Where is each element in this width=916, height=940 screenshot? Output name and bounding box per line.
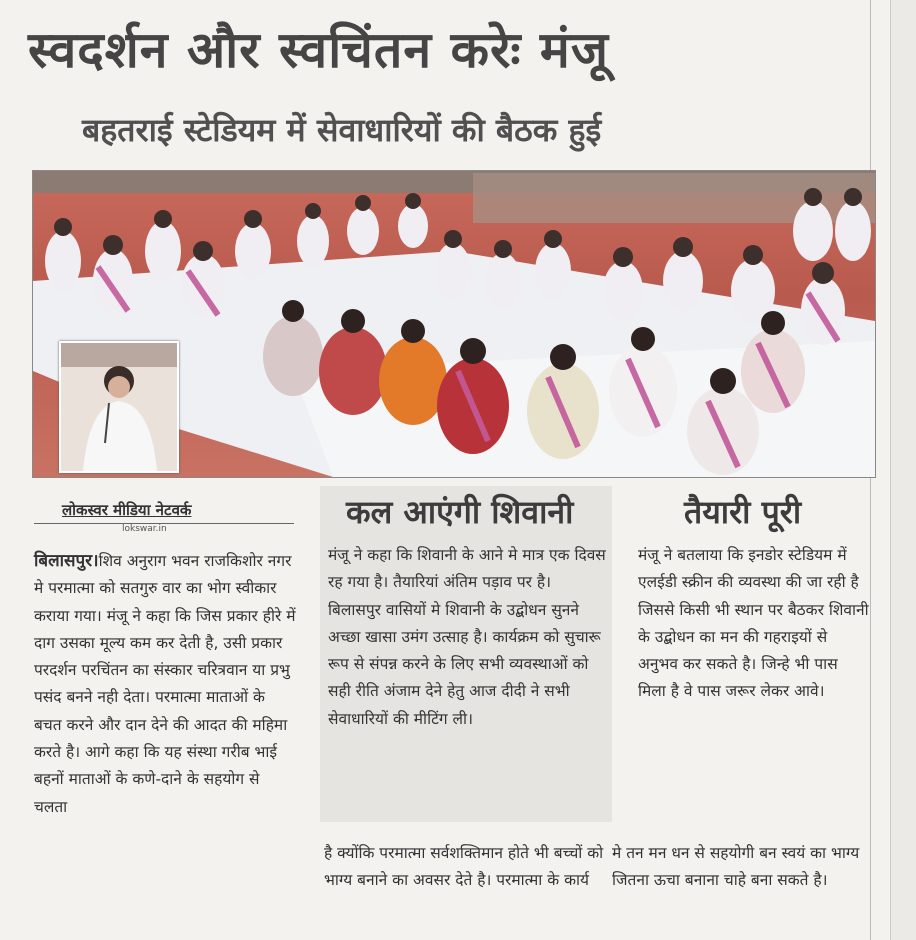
article-column-2: है क्योंकि परमात्मा सर्वशक्तिमान होते भी बच्चों को भाग्य बनाने का अवसर देते है। परमात्मा के कार्य — [324, 844, 604, 890]
byline: लोकस्वर मीडिया नेटवर्क — [62, 501, 192, 519]
adjacent-column-edge — [890, 0, 916, 940]
article-column-3: मे तन मन धन से सहयोगी बन स्वयं का भाग्य जितना ऊचा बनाना चाहे बना सकते है। — [612, 844, 860, 890]
speaker-inset-photo — [59, 341, 179, 473]
box-text-shivani: मंजू ने कहा कि शिवानी के आने मे मात्र एक दिवस रह गया है। तैयारियां अंतिम पड़ाव पर है। बिलासपुर वासियों मे शिवानी के उद्बोधन सुनने अच्छा खासा उमंग उत्साह है। कार्यक्रम को सुचारू रूप से संपन्न करने के लिए सभी व्यवस्थाओं को सही रीति अंजाम देने हेतु आज दीदी ने सभी सेवाधारियों की मीटिंग ली। — [328, 546, 606, 728]
subheadline: बहतराई स्टेडियम में सेवाधारियों की बैठक हुई — [82, 111, 602, 149]
box-title-shivani: कल आएंगी शिवानी — [346, 493, 574, 531]
box-title-taiyari: तैयारी पूरी — [684, 493, 802, 531]
news-photo — [32, 170, 876, 478]
speaker-illustration — [61, 343, 177, 471]
article-column-1 — [34, 548, 296, 821]
body-text-col1: शिव अनुराग भवन राजकिशोर नगर मे परमात्मा को सतगुरु वार का भोग स्वीकार कराया गया। मंजू ने कहा कि जिस प्रकार हीरे में दाग उसका मूल्य कम कर देती है, उसी प्रकार परदर्शन परचिंतन का संस्कार चरित्रवान या प्रभु पसंद बनने नही देता। परमात्मा माताओं के बचत करने और दान देने की आदत की महिमा करते है। आगे कहा कि यह संस्था गरीब भाई बहनों माताओं के कणे-दाने के सहयोग से चलता — [34, 552, 296, 816]
dateline: बिलासपुर। — [34, 551, 99, 571]
box-text-taiyari: मंजू ने बतलाया कि इनडोर स्टेडियम में एलईडी स्क्रीन की व्यवस्था की जा रही है जिससे किसी भी स्थान पर बैठकर शिवानी के उद्बोधन का मन की गहराइयों से अनुभव कर सकते है। जिन्हे भी पास मिला है वे पास जरूर लेकर आवे। — [638, 546, 869, 701]
headline: स्वदर्शन और स्वचिंतन करेः मंजू — [28, 21, 609, 79]
byline-website: lokswar.in — [122, 524, 167, 534]
